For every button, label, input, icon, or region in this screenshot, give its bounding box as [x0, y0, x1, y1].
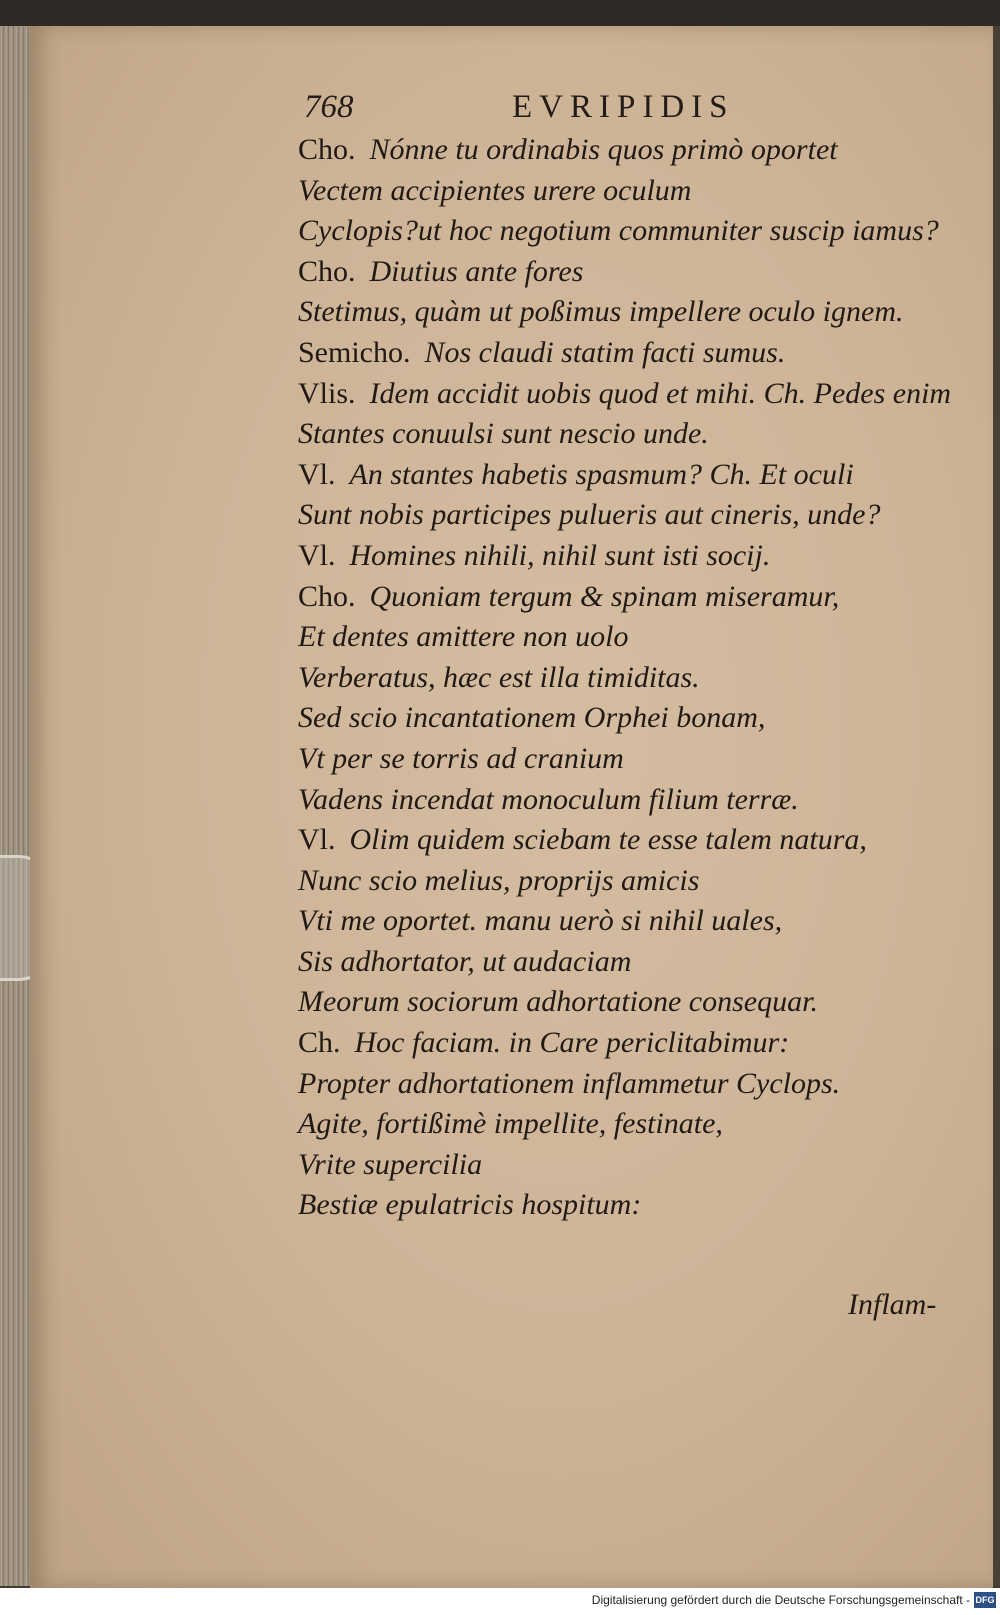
- verse-line: [298, 820, 988, 861]
- verse-text: Vt per se torris ad cranium: [298, 741, 624, 775]
- verse-text: Propter adhortationem inflammetur Cyclops.: [298, 1066, 841, 1100]
- verse-line: [298, 1023, 988, 1064]
- speaker-label: Vl.: [298, 823, 336, 857]
- verse-text: Et dentes amittere non uolo: [298, 620, 629, 654]
- verse-text: Stantes conuulsi sunt nescio unde.: [298, 417, 709, 451]
- verse-line: [298, 739, 988, 780]
- verse-text: Agite, fortißimè impellite, festinate,: [298, 1107, 723, 1141]
- speaker-label: Ch.: [298, 1026, 341, 1060]
- verse-text: Verberatus, hæc est illa timiditas.: [298, 660, 700, 694]
- verse-line: [298, 536, 988, 577]
- verse-text: Cyclopis?ut hoc negotium communiter suscip iamus?: [298, 214, 939, 248]
- verse-line: [298, 577, 988, 618]
- verse-line: [298, 333, 988, 374]
- verse-text: An stantes habetis spasmum? Ch. Et oculi: [349, 457, 854, 491]
- verse-line: [298, 292, 988, 333]
- verse-line: [298, 780, 988, 821]
- dfg-logo-icon: DFG: [974, 1592, 996, 1608]
- verse-line: [298, 861, 988, 902]
- verse-text: Vrite supercilia: [298, 1147, 483, 1181]
- verse-line: [298, 374, 988, 415]
- verse-line: [298, 252, 988, 293]
- verse-text: Bestiæ epulatricis hospitum:: [298, 1188, 642, 1222]
- funding-notice: Digitalisierung gefördert durch die Deutsche Forschungsgemeinschaft -: [591, 1593, 970, 1607]
- verse-line: [298, 414, 988, 455]
- verse-text: Nónne tu ordinabis quos primò oportet: [369, 133, 838, 166]
- verse-line: [298, 455, 988, 496]
- verse-text: Sunt nobis participes pulueris aut cineris, unde?: [298, 498, 881, 532]
- verse-text: Idem accidit uobis quod et mihi. Ch. Pedes enim: [369, 376, 952, 410]
- digitization-footer: [0, 1588, 1000, 1615]
- scan-top-band: [0, 0, 1000, 26]
- verse-text: Hoc faciam. in Care periclitabimur:: [354, 1026, 790, 1060]
- verse-line: [298, 901, 988, 942]
- speaker-label: Semicho.: [298, 335, 411, 369]
- catchword: Inflam-: [848, 1288, 937, 1321]
- speaker-label: Cho.: [298, 254, 356, 288]
- speaker-label: Cho.: [298, 579, 356, 613]
- verse-line: [298, 942, 988, 983]
- book-spine-edge: [0, 26, 30, 1586]
- speaker-label: Vlis.: [298, 376, 356, 410]
- verse-line: [298, 1145, 988, 1186]
- verse-line: [298, 982, 988, 1023]
- verse-text: Meorum sociorum adhortatione consequar.: [298, 985, 818, 1019]
- verse-line: [298, 211, 988, 252]
- verse-text: Vectem accipientes urere oculum: [298, 173, 692, 207]
- speaker-label: Vl.: [298, 538, 336, 572]
- speaker-label: Vl.: [298, 457, 336, 491]
- verse-line: [298, 495, 988, 536]
- verse-line: [298, 1185, 988, 1226]
- verse-line: [298, 698, 988, 739]
- speaker-label: Cho.: [298, 133, 356, 166]
- running-head: EVRIPIDIS: [512, 89, 735, 125]
- verse-line: [298, 1064, 988, 1105]
- verse-text: Quoniam tergum & spinam miseramur,: [369, 579, 840, 613]
- book-page: [30, 26, 993, 1588]
- verse-text: Diutius ante fores: [369, 254, 584, 288]
- verse-text: Sis adhortator, ut audaciam: [298, 944, 632, 978]
- page-number: 768: [304, 89, 354, 125]
- verse-text: Nos claudi statim facti sumus.: [424, 335, 786, 369]
- verse-text: Homines nihili, nihil sunt isti socij.: [349, 538, 771, 572]
- verse-text: Sed scio incantationem Orphei bonam,: [298, 701, 766, 735]
- verse-line: [298, 617, 988, 658]
- verse-text: Nunc scio melius, proprijs amicis: [298, 863, 700, 897]
- verse-text-block: [298, 130, 988, 1226]
- verse-line: [298, 1104, 988, 1145]
- verse-text: Olim quidem sciebam te esse talem natura,: [349, 823, 867, 857]
- verse-line: [298, 171, 988, 212]
- verse-text: Vti me oportet. manu uerò si nihil uales,: [298, 904, 783, 938]
- verse-text: Stetimus, quàm ut poßimus impellere oculo ignem.: [298, 295, 904, 329]
- verse-text: Vadens incendat monoculum filium terræ.: [298, 782, 799, 816]
- verse-line: [298, 658, 988, 699]
- verse-line: [298, 130, 988, 171]
- scan-right-edge: [993, 26, 1000, 1586]
